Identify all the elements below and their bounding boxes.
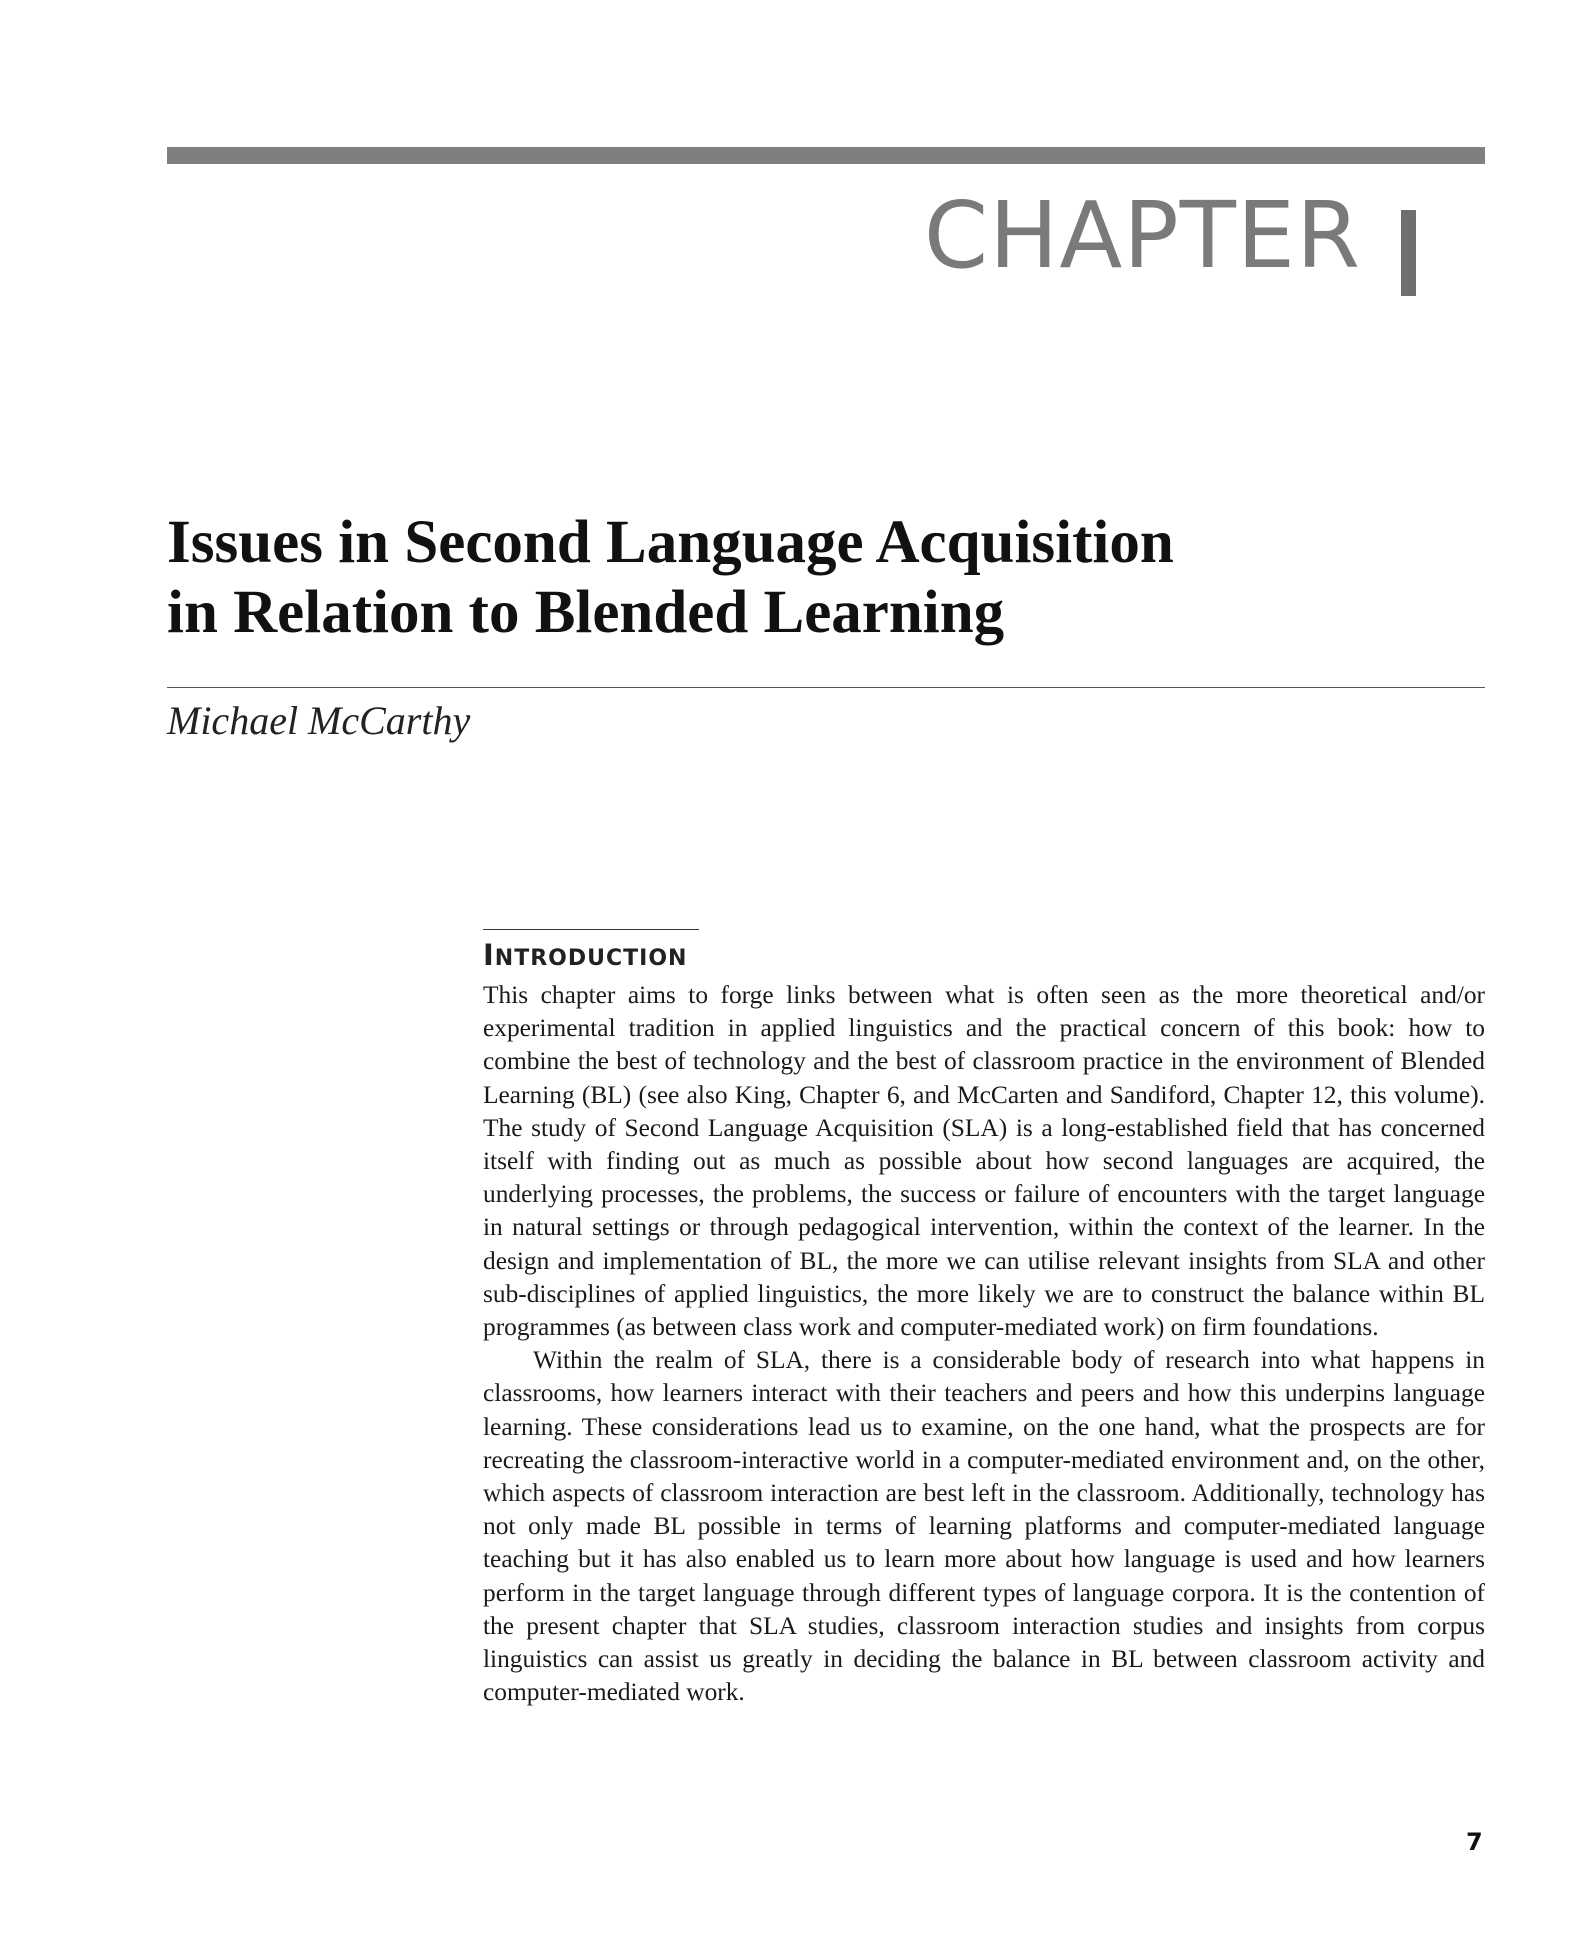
chapter-title-line-1: Issues in Second Language Acquisition (167, 509, 1174, 576)
chapter-title (167, 508, 1267, 648)
section-heading-initial: I (483, 938, 495, 972)
paragraph-1: This chapter aims to forge links between what is often seen as the more theoretical and/or experimental tradition in applied linguistics and the practical concern of this book: how to combine the best of technology and the best of classroom practice in the environment of Blended Learning (BL) (see also King, Chapter 6, and McCarten and Sandiford, Chapter 12, this volume). The study of Second Language Acquisition (SLA) is a long-established field that has concerned itself with finding out as much as possible about how second languages are acquired, the underlying processes, the problems, the success or failure of encounters with the target language in natural settings or through pedagogical intervention, within the context of the learner. In the design and implementation of BL, the more we can utilise relevant insights from SLA and other sub-disciplines of applied linguistics, the more likely we are to construct the balance within BL programmes (as between class work and computer-mediated work) on firm foundations. (483, 981, 1485, 1342)
section-heading-rest: NTRODUCTION (494, 946, 688, 971)
paragraph-2: Within the realm of SLA, there is a considerable body of research into what happens in classrooms, how learners interact with their teachers and peers and how this underpins language learning. These considerations lead us to examine, on the one hand, what the prospects are for recreating the classroom-interactive world in a computer-mediated environment and, on the other, which aspects of classroom interaction are best left in the classroom. Additionally, technology has not only made BL possible in terms of learning platforms and computer-mediated language teaching but it has also enabled us to learn more about how language is used and how learners perform in the target language through different types of language corpora. It is the contention of the present chapter that SLA studies, classroom interaction studies and insights from corpus linguistics can assist us greatly in deciding the balance in BL between classroom activity and computer-mediated work. (483, 1346, 1485, 1707)
section-heading-rule (483, 929, 699, 930)
section-heading (483, 938, 687, 972)
chapter-title-line-2: in Relation to Blended Learning (167, 579, 1005, 646)
page-number: 7 (1466, 1828, 1483, 1856)
chapter-top-rule (167, 147, 1485, 164)
body-text (483, 979, 1485, 1709)
chapter-label: CHAPTER (923, 182, 1361, 289)
author-divider (167, 687, 1485, 688)
chapter-number (1401, 210, 1416, 296)
author-name: Michael McCarthy (167, 698, 471, 743)
